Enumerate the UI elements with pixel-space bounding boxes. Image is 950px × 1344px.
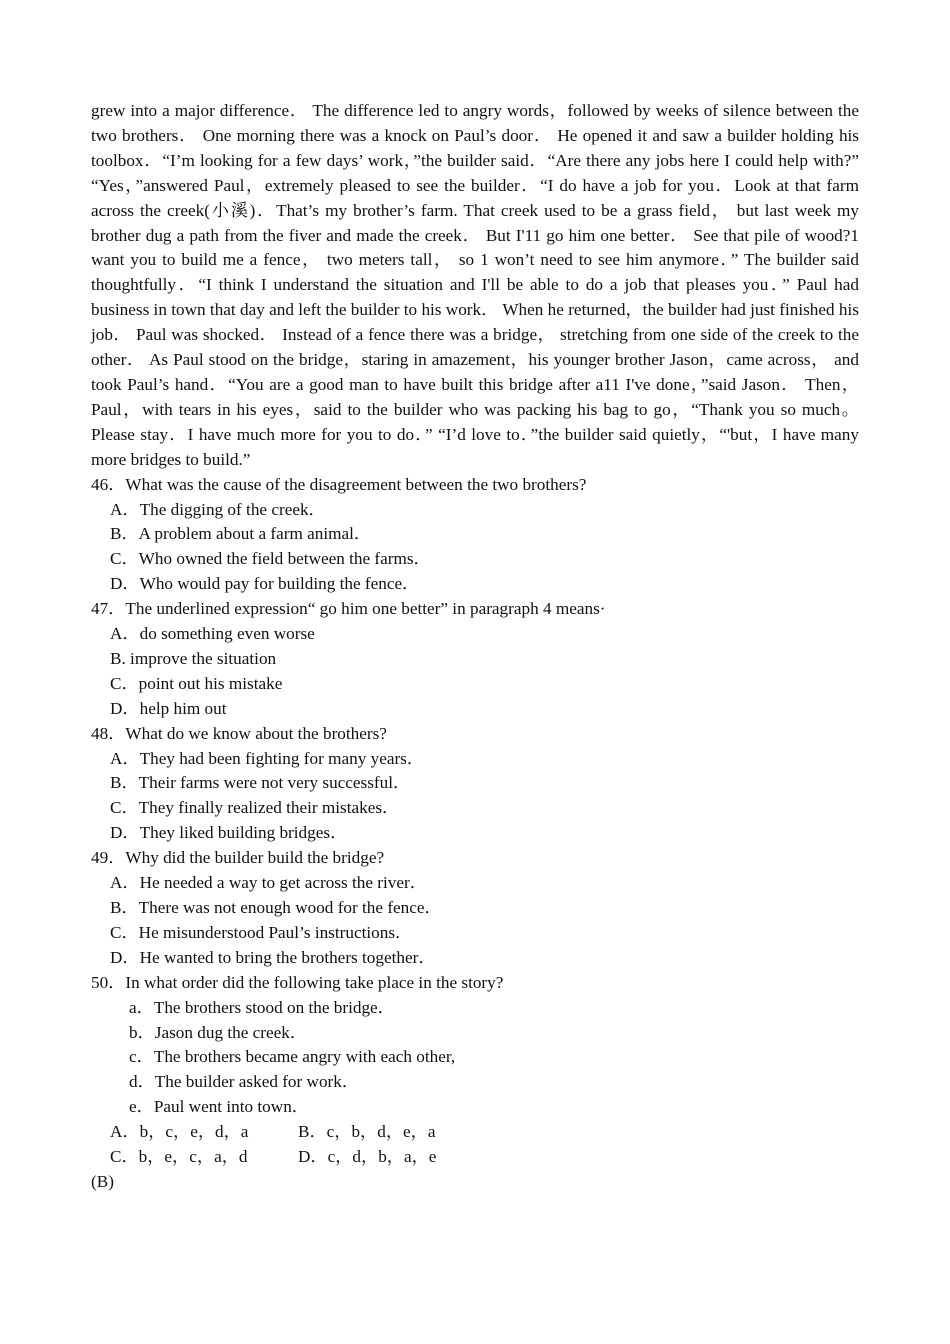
section-label: (B): [91, 1171, 114, 1191]
option-a: A．do something even worse: [110, 624, 315, 644]
option-a: A．They had been fighting for many years．: [110, 748, 425, 768]
choice-b: B．c，b，d，e，a: [298, 1122, 436, 1142]
event-a: a．The brothers stood on the bridge．: [129, 997, 395, 1017]
option-c: C．They finally realized their mistakes．: [110, 798, 400, 818]
question-48: [91, 722, 859, 847]
event-c: c．The brothers became angry with each other,: [129, 1047, 456, 1067]
question-stem: 48．What do we know about the brothers?: [91, 723, 387, 743]
option-b: B．A problem about a farm animal．: [110, 524, 372, 544]
option-d: D．They liked building bridges．: [110, 823, 348, 843]
question-49: [91, 846, 859, 971]
option-d: D．He wanted to bring the brothers together．: [110, 947, 436, 967]
option-c: C．point out his mistake: [110, 673, 283, 693]
question-stem: 49．Why did the builder build the bridge?: [91, 848, 385, 868]
option-d: D．Who would pay for building the fence．: [110, 574, 420, 594]
choice-a: A．b，c，e，d，a: [110, 1122, 249, 1142]
question-stem: 47．The underlined expression“ go him one better” in paragraph 4 means·: [91, 599, 606, 619]
option-b: B．Their farms were not very successful．: [110, 773, 411, 793]
question-stem: 50．In what order did the following take place in the story?: [91, 972, 504, 992]
choices-row-2: [110, 1145, 859, 1170]
option-c: C．He misunderstood Paul’s instructions．: [110, 922, 413, 942]
question-47: [91, 597, 859, 722]
event-e: e．Paul went into town．: [129, 1097, 309, 1117]
option-c: C．Who owned the field between the farms．: [110, 549, 431, 569]
option-a: A．He needed a way to get across the river．: [110, 873, 427, 893]
choice-c: C．b，e，c，a，d: [110, 1147, 248, 1167]
passage-text: grew into a major difference． The difference led to angry words，followed by weeks of silence between the two brothers． One morning there was a knock on Paul’s door． He opened it and saw a builder holding his toolbox．“I’m looking for a few days’ work，”the builder said．“Are there any jobs here I could help with?” “Yes，”answered Paul，extremely pleased to see the builder．“I do have a job for you．Look at that farm across the creek(小溪)．That’s my brother’s farm. That creek used to be a grass field， but last week my brother dug a path from the fiver and made the creek． But I'11 go him one better． See that pile of wood?1 want you to build me a fence， two meters tall， so 1 won’t need to see him anymore．” The builder said thoughtfully．“I think I understand the situation and I'll be able to do a job that pleases you．” Paul had business in town that day and left the builder to his work． When he returned，the builder had just finished his job． Paul was shocked． Instead of a fence there was a bridge， stretching from one side of the creek to the other． As Paul stood on the bridge，staring in amazement，his younger brother Jason，came across， and took Paul’s hand．“You are a good man to have built this bridge after a11 I've done，”said Jason． Then，Paul，with tears in his eyes，said to the builder who was packing his bag to go，“Thank you so much。Please stay．I have much more for you to do．” “I’d love to．”the builder said quietly，“'but，I have many more bridges to build.”: [91, 101, 859, 469]
option-d: D．help him out: [110, 698, 227, 718]
choices-row-1: [110, 1120, 859, 1145]
document-page: [91, 99, 859, 1195]
event-b: b．Jason dug the creek．: [129, 1022, 308, 1042]
option-b: B. improve the situation: [110, 648, 277, 668]
question-50: [91, 971, 859, 1170]
question-stem: 46．What was the cause of the disagreement between the two brothers?: [91, 474, 587, 494]
choice-d: D．c，d，b，a，e: [298, 1147, 437, 1167]
question-46: [91, 473, 859, 598]
event-d: d．The builder asked for work．: [129, 1072, 360, 1092]
option-a: A．The digging of the creek．: [110, 499, 326, 519]
option-b: B．There was not enough wood for the fence．: [110, 898, 442, 917]
